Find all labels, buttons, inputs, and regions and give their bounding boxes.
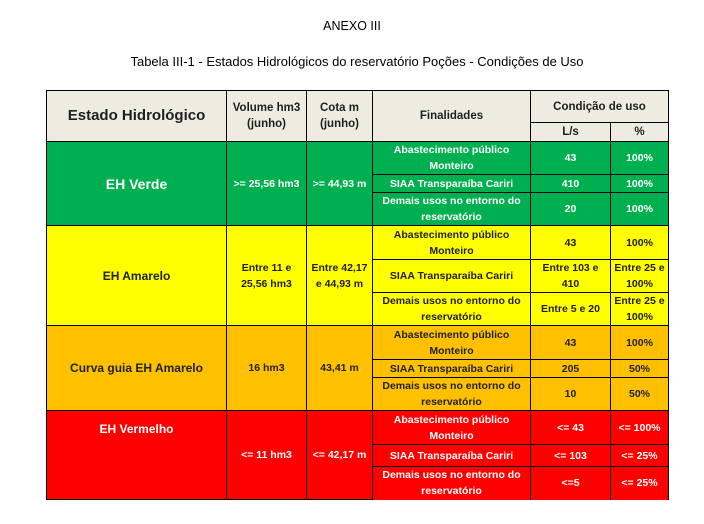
header-finalidades: Finalidades — [373, 91, 531, 142]
header-pct: % — [611, 123, 669, 142]
table-row — [47, 326, 669, 360]
table-row — [47, 142, 669, 175]
pct-cell: <= 100% — [611, 411, 669, 445]
cota-cell: Entre 42,17 e 44,93 m — [307, 226, 373, 326]
ls-cell: 20 — [531, 193, 611, 226]
ls-cell: Entre 103 e 410 — [531, 260, 611, 293]
header-cota: Cota m (junho) — [307, 91, 373, 142]
pct-cell: 100% — [611, 193, 669, 226]
state-eh-vermelho: EH Vermelho — [47, 411, 227, 500]
finalidade-cell: SIAA Transparaíba Cariri — [373, 445, 531, 467]
cota-cell: 43,41 m — [307, 326, 373, 411]
finalidade-cell: SIAA Transparaíba Cariri — [373, 175, 531, 193]
ls-cell: 43 — [531, 226, 611, 260]
finalidade-cell: Abastecimento público Monteiro — [373, 142, 531, 175]
volume-cell: 16 hm3 — [227, 326, 307, 411]
ls-cell: 43 — [531, 326, 611, 360]
ls-cell: <= 43 — [531, 411, 611, 445]
volume-cell: <= 11 hm3 — [227, 411, 307, 500]
header-condicao-de-uso: Condição de uso — [531, 91, 669, 123]
pct-cell: 100% — [611, 175, 669, 193]
finalidade-cell: SIAA Transparaíba Cariri — [373, 260, 531, 293]
ls-cell: 205 — [531, 360, 611, 378]
ls-cell: 410 — [531, 175, 611, 193]
finalidade-cell: Abastecimento público Monteiro — [373, 326, 531, 360]
finalidade-cell: Abastecimento público Monteiro — [373, 411, 531, 445]
header-ls: L/s — [531, 123, 611, 142]
pct-cell: Entre 25 e 100% — [611, 260, 669, 293]
ls-cell: <= 103 — [531, 445, 611, 467]
pct-cell: <= 25% — [611, 467, 669, 500]
table-row — [47, 226, 669, 260]
state-eh-amarelo: EH Amarelo — [47, 226, 227, 326]
annex-title: ANEXO III — [323, 19, 381, 33]
header-volume: Volume hm3 (junho) — [227, 91, 307, 142]
header-row — [47, 91, 669, 123]
cota-cell: >= 44,93 m — [307, 142, 373, 226]
finalidade-cell: Demais usos no entorno do reservatório — [373, 467, 531, 500]
pct-cell: 100% — [611, 326, 669, 360]
pct-cell: <= 25% — [611, 445, 669, 467]
finalidade-cell: Abastecimento público Monteiro — [373, 226, 531, 260]
table-row — [47, 411, 669, 445]
state-curva-guia-eh-amarelo: Curva guia EH Amarelo — [47, 326, 227, 411]
finalidade-cell: SIAA Transparaíba Cariri — [373, 360, 531, 378]
cota-cell: <= 42,17 m — [307, 411, 373, 500]
volume-cell: >= 25,56 hm3 — [227, 142, 307, 226]
pct-cell: Entre 25 e 100% — [611, 293, 669, 326]
ls-cell: 43 — [531, 142, 611, 175]
pct-cell: 100% — [611, 142, 669, 175]
pct-cell: 100% — [611, 226, 669, 260]
hydrological-states-table — [46, 90, 669, 500]
finalidade-cell: Demais usos no entorno do reservatório — [373, 193, 531, 226]
header-estado-hidrologico: Estado Hidrológico — [47, 91, 227, 142]
pct-cell: 50% — [611, 360, 669, 378]
ls-cell: 10 — [531, 378, 611, 411]
ls-cell: <=5 — [531, 467, 611, 500]
volume-cell: Entre 11 e 25,56 hm3 — [227, 226, 307, 326]
finalidade-cell: Demais usos no entorno do reservatório — [373, 378, 531, 411]
finalidade-cell: Demais usos no entorno do reservatório — [373, 293, 531, 326]
table-caption: Tabela III-1 - Estados Hidrológicos do reservatório Poções - Condições de Uso — [130, 54, 584, 69]
pct-cell: 50% — [611, 378, 669, 411]
state-eh-verde: EH Verde — [47, 142, 227, 226]
ls-cell: Entre 5 e 20 — [531, 293, 611, 326]
